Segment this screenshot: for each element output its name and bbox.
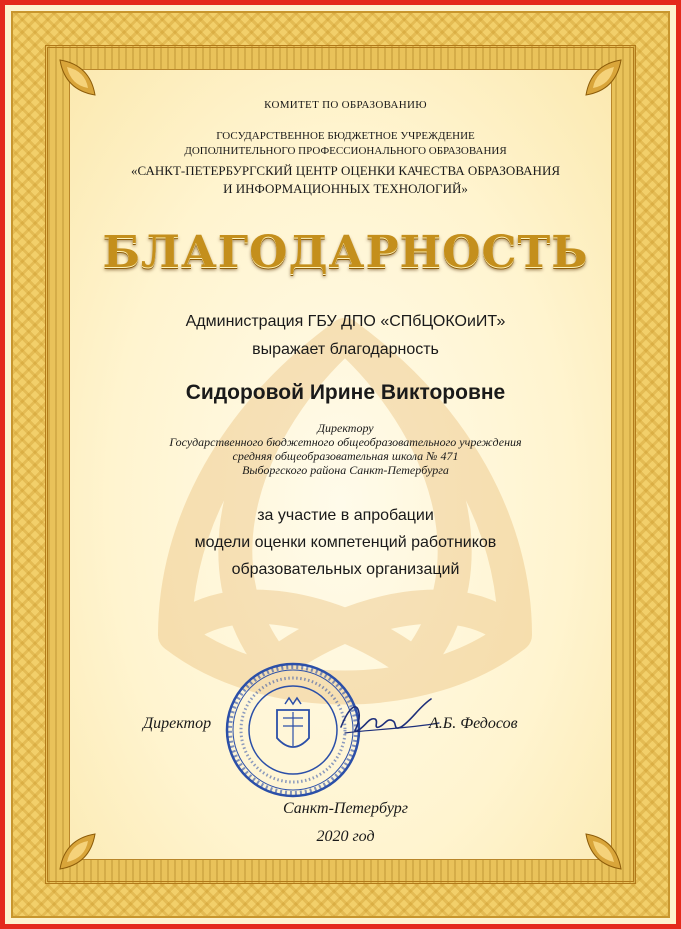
institution-line: ГОСУДАРСТВЕННОЕ БЮДЖЕТНОЕ УЧРЕЖДЕНИЕ xyxy=(216,130,475,142)
reason-line: модели оценки компетенций работников xyxy=(194,534,497,551)
certificate-title: БЛАГОДАРНОСТЬ xyxy=(102,227,589,278)
recipient-name: Сидоровой Ирине Викторовне xyxy=(185,381,506,404)
signature-row xyxy=(5,715,681,745)
administration-text: Администрация ГБУ ДПО «СПбЦОКОиИТ» xyxy=(185,313,506,330)
gratitude-reason xyxy=(5,502,681,583)
signer-name: А.Б. Федосов xyxy=(429,715,518,732)
issue-year: 2020 год xyxy=(316,828,375,845)
position-line: Выборгского района Санкт-Петербурга xyxy=(242,463,449,477)
expresses-gratitude-text: выражает благодарность xyxy=(252,341,439,358)
issue-city: Санкт-Петербург xyxy=(283,800,408,817)
institution-name xyxy=(5,129,681,159)
recipient-position xyxy=(5,421,681,477)
center-name xyxy=(5,162,681,198)
reason-line: за участие в апробации xyxy=(257,507,434,524)
signer-role: Директор xyxy=(143,715,212,732)
position-line: средняя общеобразовательная школа № 471 xyxy=(232,449,459,463)
center-line: И ИНФОРМАЦИОННЫХ ТЕХНОЛОГИЙ» xyxy=(223,181,468,196)
position-line: Директору xyxy=(317,421,374,435)
position-line: Государственного бюджетного общеобразовательного учреждения xyxy=(169,435,522,449)
center-line: «САНКТ-ПЕТЕРБУРГСКИЙ ЦЕНТР ОЦЕНКИ КАЧЕСТВА ОБРАЗОВАНИЯ xyxy=(130,163,561,178)
reason-line: образовательных организаций xyxy=(231,561,460,578)
committee-name: КОМИТЕТ ПО ОБРАЗОВАНИЮ xyxy=(264,99,427,111)
institution-line: ДОПОЛНИТЕЛЬНОГО ПРОФЕССИОНАЛЬНОГО ОБРАЗОВАНИЯ xyxy=(184,145,507,157)
